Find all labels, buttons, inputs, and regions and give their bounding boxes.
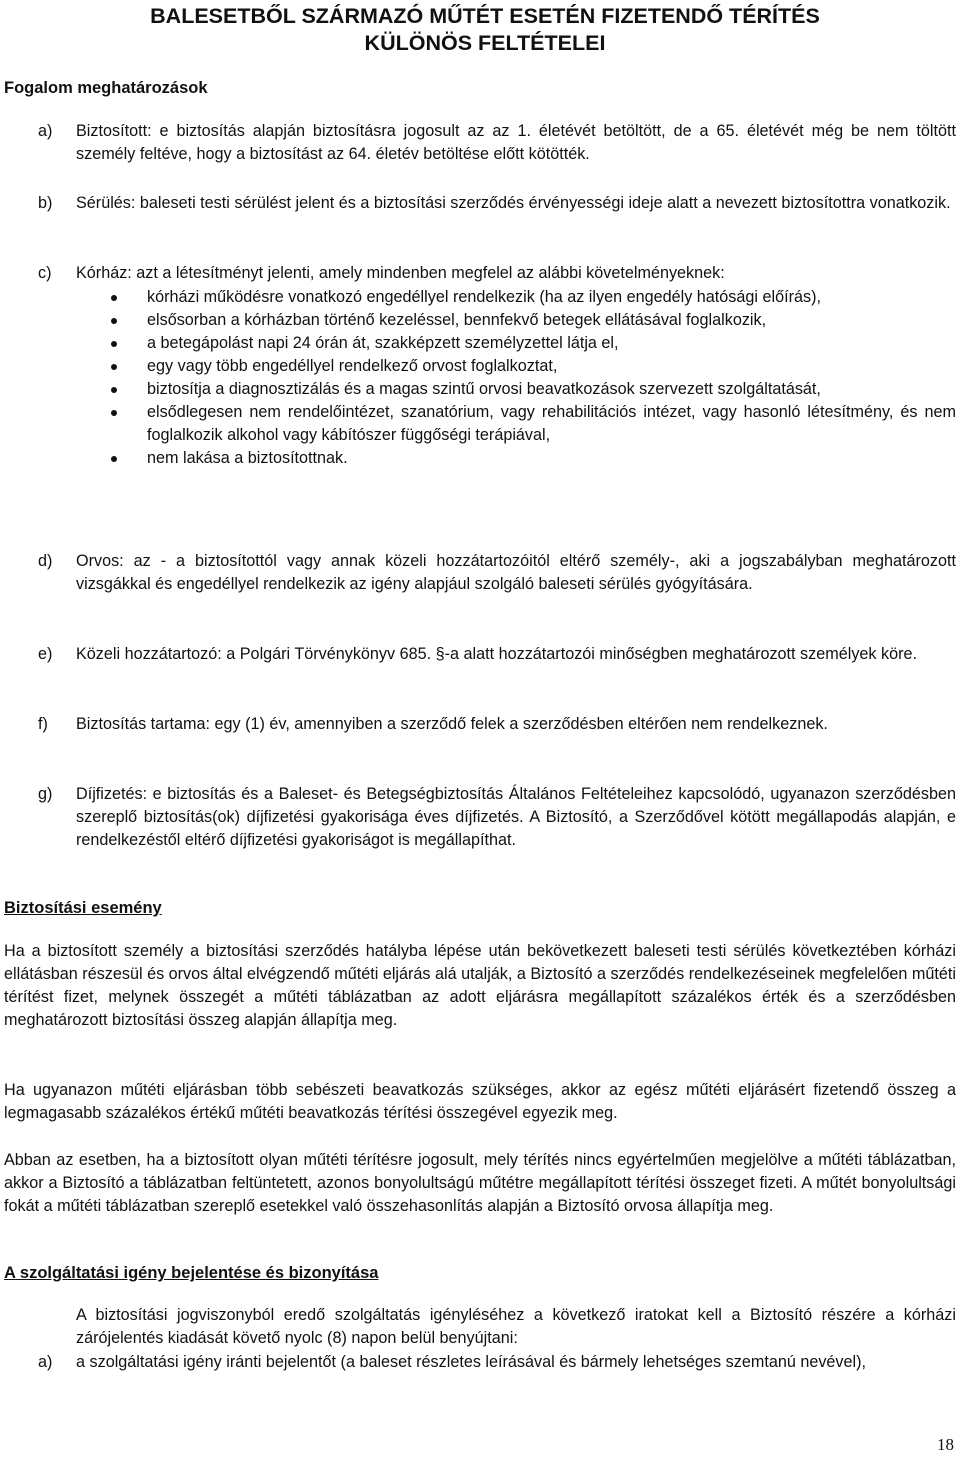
- title-line-2: KÜLÖNÖS FELTÉTELEI: [364, 31, 606, 55]
- claim-item-text: a szolgáltatási igény iránti bejelentőt (a baleset részletes leírásával és bármely lehetséges szemtanú nevével),: [76, 1353, 867, 1371]
- bullet-icon: [111, 410, 117, 416]
- definition-text: Orvos: az - a biztosítottól vagy annak közeli hozzátartozóitól eltérő személy-, aki a jogszabályban meghatározott vizsgákkal és engedéllyel rendelkezik az igény alapjául szolgáló baleseti sérülés gyógyítására.: [76, 552, 956, 593]
- definition-text: Biztosítás tartama: egy (1) év, amennyiben a szerződő felek a szerződésben eltérően nem rendelkeznek.: [76, 715, 828, 733]
- title-line-1: BALESETBŐL SZÁRMAZÓ MŰTÉT ESETÉN FIZETENDŐ TÉRÍTÉS: [150, 4, 820, 28]
- definition-f: [38, 713, 956, 736]
- definition-text: Kórház: azt a létesítményt jelenti, amely mindenben megfelel az alábbi követelményeknek:: [76, 264, 725, 282]
- event-paragraph-2: Ha ugyanazon műtéti eljárásban több sebészeti beavatkozás szükséges, akkor az egész műtéti eljárásért fizetendő összeg a legmagasabb százalékos értékű műtéti beavatkozás térítési összegével egyezik meg.: [4, 1081, 956, 1122]
- definition-e: [38, 643, 956, 666]
- bullet-icon: [111, 456, 117, 462]
- definition-text: Közeli hozzátartozó: a Polgári Törvénykönyv 685. §-a alatt hozzátartozói minőségben meghatározott személyek köre.: [76, 645, 917, 663]
- definition-c: [38, 262, 956, 285]
- bullet-icon: [111, 318, 117, 324]
- definition-label: g): [38, 785, 53, 803]
- bullet-icon: [111, 364, 117, 370]
- list-item: biztosítja a diagnosztizálás és a magas szintű orvosi beavatkozások szervezett szolgáltatását,: [147, 378, 956, 401]
- definition-label: c): [38, 264, 52, 282]
- list-item: elsődlegesen nem rendelőintézet, szanatórium, vagy rehabilitációs intézet, vagy hasonló létesítmény, és nem foglalkozik alkohol vagy kábítószer függőségi terápiával,: [147, 401, 956, 447]
- definition-text: Díjfizetés: e biztosítás és a Baleset- és Betegségbiztosítás Általános Feltételeihez kapcsolódó, ugyanazon szerződésben szereplő biztosítás(ok) díjfizetési gyakorisága éves díjfizetés. A Biztosító, a Szerződővel kötött megállapodás alapján, e rendelkezéstől eltérő díjfizetési gyakoriságot is megállapíthat.: [76, 785, 956, 849]
- definition-label: b): [38, 194, 53, 212]
- definition-label: e): [38, 645, 53, 663]
- list-item: nem lakása a biztosítottnak.: [147, 447, 956, 470]
- definition-g: [38, 783, 956, 852]
- claim-intro-paragraph: A biztosítási jogviszonyból eredő szolgáltatás igényléséhez a következő iratokat kell a Biztosító részére a kórházi zárójelentés kiadását követő nyolc (8) napon belül benyújtani:: [76, 1306, 956, 1347]
- list-item: egy vagy több engedéllyel rendelkező orvost foglalkoztat,: [147, 355, 956, 378]
- section-heading-definitions: Fogalom meghatározások: [4, 79, 208, 97]
- section-heading-insured-event: Biztosítási esemény: [4, 899, 162, 917]
- list-item: kórházi működésre vonatkozó engedéllyel rendelkezik (ha az ilyen engedély hatósági előírás),: [147, 286, 956, 309]
- definition-label: d): [38, 552, 53, 570]
- bullet-icon: [111, 387, 117, 393]
- bullet-icon: [111, 295, 117, 301]
- claim-item-a: [38, 1351, 956, 1374]
- document-title: [110, 3, 860, 57]
- definition-a: [38, 120, 956, 166]
- claim-item-label: a): [38, 1353, 53, 1371]
- definition-d: [38, 550, 956, 596]
- definition-label: f): [38, 715, 48, 733]
- event-paragraph-3: Abban az esetben, ha a biztosított olyan műtéti térítésre jogosult, mely térítés nincs egyértelműen megjelölve a műtéti táblázatban, akkor a Biztosító a táblázatban feltüntetett, azonos bonyolultságú műtétre megállapított térítési összeget fizeti. A műtét bonyolultsági fokát a műtéti táblázatban szereplő esetekkel való összehasonlítás alapján a Biztosító orvosa állapítja meg.: [4, 1151, 956, 1215]
- hospital-requirements-list: [111, 286, 956, 470]
- definition-b: [38, 192, 956, 215]
- event-paragraph-1: Ha a biztosított személy a biztosítási szerződés hatályba lépése után bekövetkezett baleseti testi sérülés következtében kórházi ellátásban részesül és orvos által elvégzendő műtéti eljárás alá utalják, a Biztosító a szerződés rendelkezéseinek megfelelően műtéti térítést fizet, melynek összegét a műtéti táblázatban az adott eljárásra megállapított százalékos érték és a szerződésben meghatározott biztosítási összeg alapján állapítja meg.: [4, 942, 956, 1029]
- list-item: elsősorban a kórházban történő kezeléssel, bennfekvő betegek ellátásával foglalkozik,: [147, 309, 956, 332]
- definition-label: a): [38, 122, 53, 140]
- bullet-icon: [111, 341, 117, 347]
- list-item: a betegápolást napi 24 órán át, szakképzett személyzettel látja el,: [147, 332, 956, 355]
- page-number: 18: [937, 1435, 954, 1454]
- definition-text: Sérülés: baleseti testi sérülést jelent és a biztosítási szerződés érvényességi ideje alatt a nevezett biztosítottra vonatkozik.: [76, 194, 951, 212]
- definition-text: Biztosított: e biztosítás alapján biztosításra jogosult az az 1. életévét betöltött, de a 65. életévét még be nem töltött személy feltéve, hogy a biztosítást az 64. életév betöltése előtt kötötték.: [76, 122, 956, 163]
- section-heading-claim: A szolgáltatási igény bejelentése és bizonyítása: [4, 1264, 379, 1282]
